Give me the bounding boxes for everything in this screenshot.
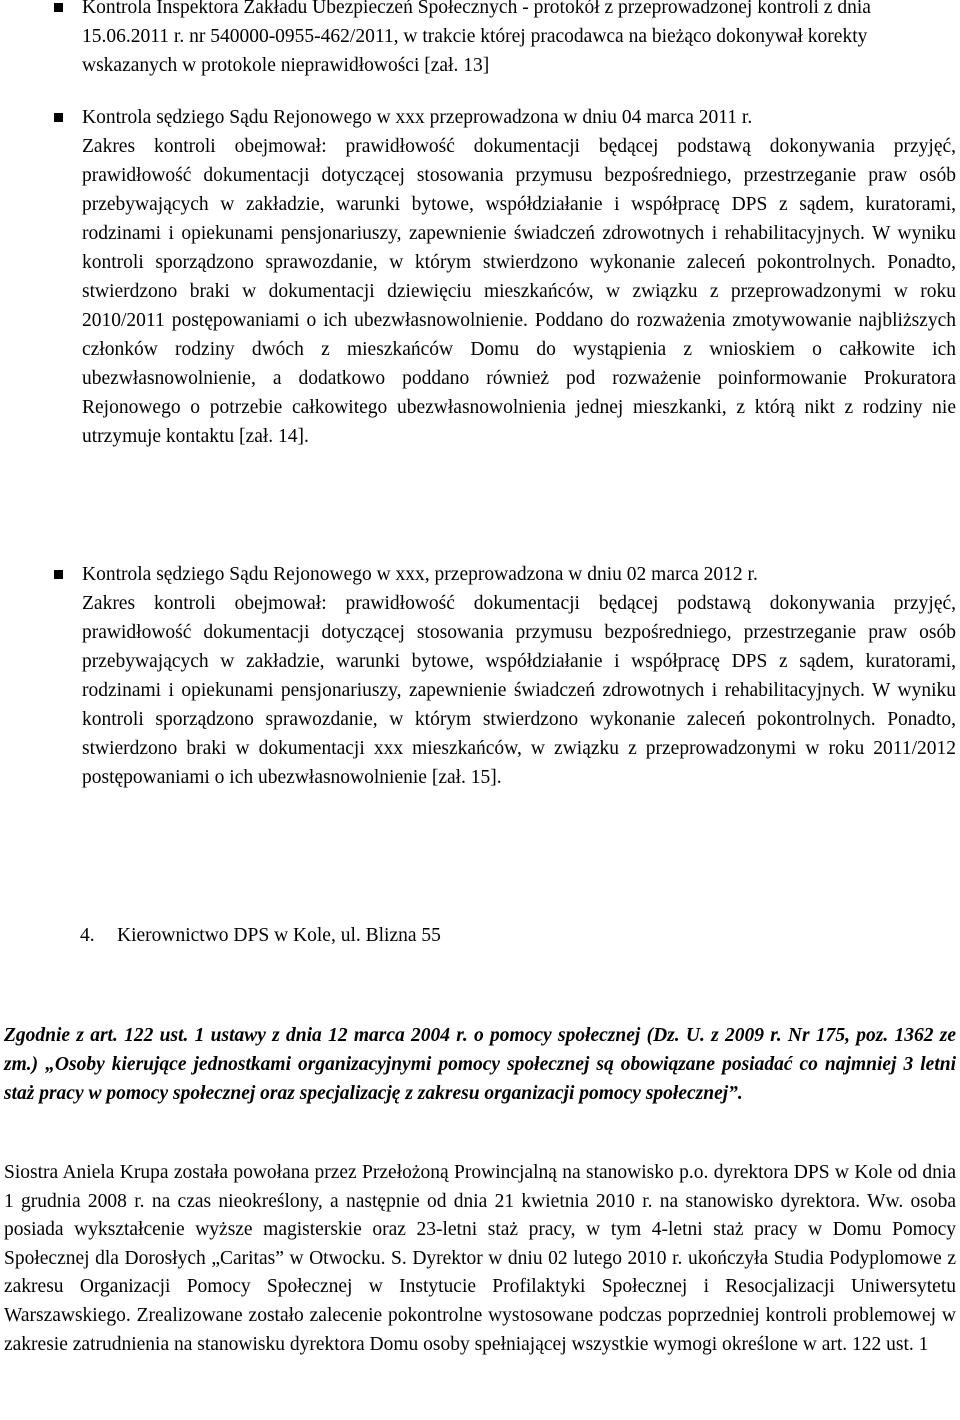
section-number: 4. [80, 925, 95, 946]
list-item-court-inspection-2011 [82, 103, 956, 451]
list-item-body: Zakres kontroli obejmował: prawidłowość dokumentacji będącej podstawą dokonywania przyjęć, prawidłowość dokumentacji dotyczącej stosowania przymusu bezpośredniego, przestrzeganie praw osób przebywających w zakładzie, warunki bytowe, współdziałanie i współpracę DPS z sądem, kuratorami, rodzinami i opiekunami pensjonariuszy, zapewnienie świadczeń zdrowotnych i rehabilitacyjnych. W wyniku kontroli sporządzono sprawozdanie, w którym stwierdzono wykonanie zaleceń pokontrolnych. Ponadto, stwierdzono braki w dokumentacji xxx mieszkańców, w związku z przeprowadzonymi w roku 2011/2012 postępowaniami o ich ubezwłasnowolnienie [zał. 15]. [82, 593, 956, 788]
legal-citation: Zgodnie z art. 122 ust. 1 ustawy z dnia 12 marca 2004 r. o pomocy społecznej (Dz. U. z 2009 r. Nr 175, poz. 1362 ze zm.) „Osoby kierujące jednostkami organizacyjnymi pomocy społecznej są obowiązane posiadać co najmniej 3 letni staż pracy w pomocy społecznej oraz specjalizację z zakresu organizacji pomocy społecznej”. [4, 1025, 956, 1104]
list-item-court-inspection-2012 [82, 560, 956, 792]
list-item-lead: Kontrola sędziego Sądu Rejonowego w xxx przeprowadzona w dniu 04 marca 2011 r. [82, 107, 753, 128]
director-paragraph: Siostra Aniela Krupa została powołana przez Przełożoną Prowincjalną na stanowisko p.o. dyrektora DPS w Kole od dnia 1 grudnia 2008 r. na czas nieokreślony, a następnie od dnia 21 kwietnia 2010 r. na stanowisko dyrektora. Ww. osoba posiada wykształcenie wyższe magisterskie oraz 23-letni staż pracy, w tym 4-letni staż pracy w Domu Pomocy Społecznej dla Dorosłych „Caritas” w Otwocku. S. Dyrektor w dniu 02 lutego 2010 r. ukończyła Studia Podyplomowe z zakresu Organizacji Pomocy Społecznej w Instytucie Profilaktyki Społecznej i Resocjalizacji Uniwersytetu Warszawskiego. Zrealizowane zostało zalecenie pokontrolne wystosowane podczas poprzedniej kontroli problemowej w zakresie zatrudnienia na stanowisku dyrektora Domu osoby spełniającej wszystkie wymogi określone w art. 122 ust. 1 [4, 1162, 956, 1355]
section-heading [80, 921, 441, 950]
list-item-zus-inspection [82, 0, 956, 80]
section-title: Kierownictwo DPS w Kole, ul. Blizna 55 [117, 925, 441, 946]
list-item-lead: Kontrola sędziego Sądu Rejonowego w xxx, przeprowadzona w dniu 02 marca 2012 r. [82, 564, 758, 585]
list-item-body: Zakres kontroli obejmował: prawidłowość dokumentacji będącej podstawą dokonywania przyjęć, prawidłowość dokumentacji dotyczącej stosowania przymusu bezpośredniego, przestrzeganie praw osób przebywających w zakładzie, warunki bytowe, współdziałanie i współpracę DPS z sądem, kuratorami, rodzinami i opiekunami pensjonariuszy, zapewnienie świadczeń zdrowotnych i rehabilitacyjnych. W wyniku kontroli sporządzono sprawozdanie, w którym stwierdzono wykonanie zaleceń pokontrolnych. Ponadto, stwierdzono braki w dokumentacji dziewięciu mieszkańców, w związku z przeprowadzonymi w roku 2010/2011 postępowaniami o ich ubezwłasnowolnienie. Poddano do rozważenia zmotywowanie najbliższych członków rodziny dwóch z mieszkańców Domu do wystąpienia z wnioskiem o całkowite ich ubezwłasnowolnienie, a dodatkowo poddano również pod rozważenie poinformowanie Prokuratora Rejonowego o potrzebie całkowitego ubezwłasnowolnienia jednej mieszkanki, z którą nikt z rodziny nie utrzymuje kontaktu [zał. 14]. [82, 136, 956, 447]
list-item-text: Kontrola Inspektora Zakładu Ubezpieczeń Społecznych - protokół z przeprowadzonej kontroli z dnia 15.06.2011 r. nr 540000-0955-462/2011, w trakcie której pracodawca na bieżąco dokonywał korekty wskazanych w protokole nieprawidłowości [zał. 13] [82, 0, 871, 76]
